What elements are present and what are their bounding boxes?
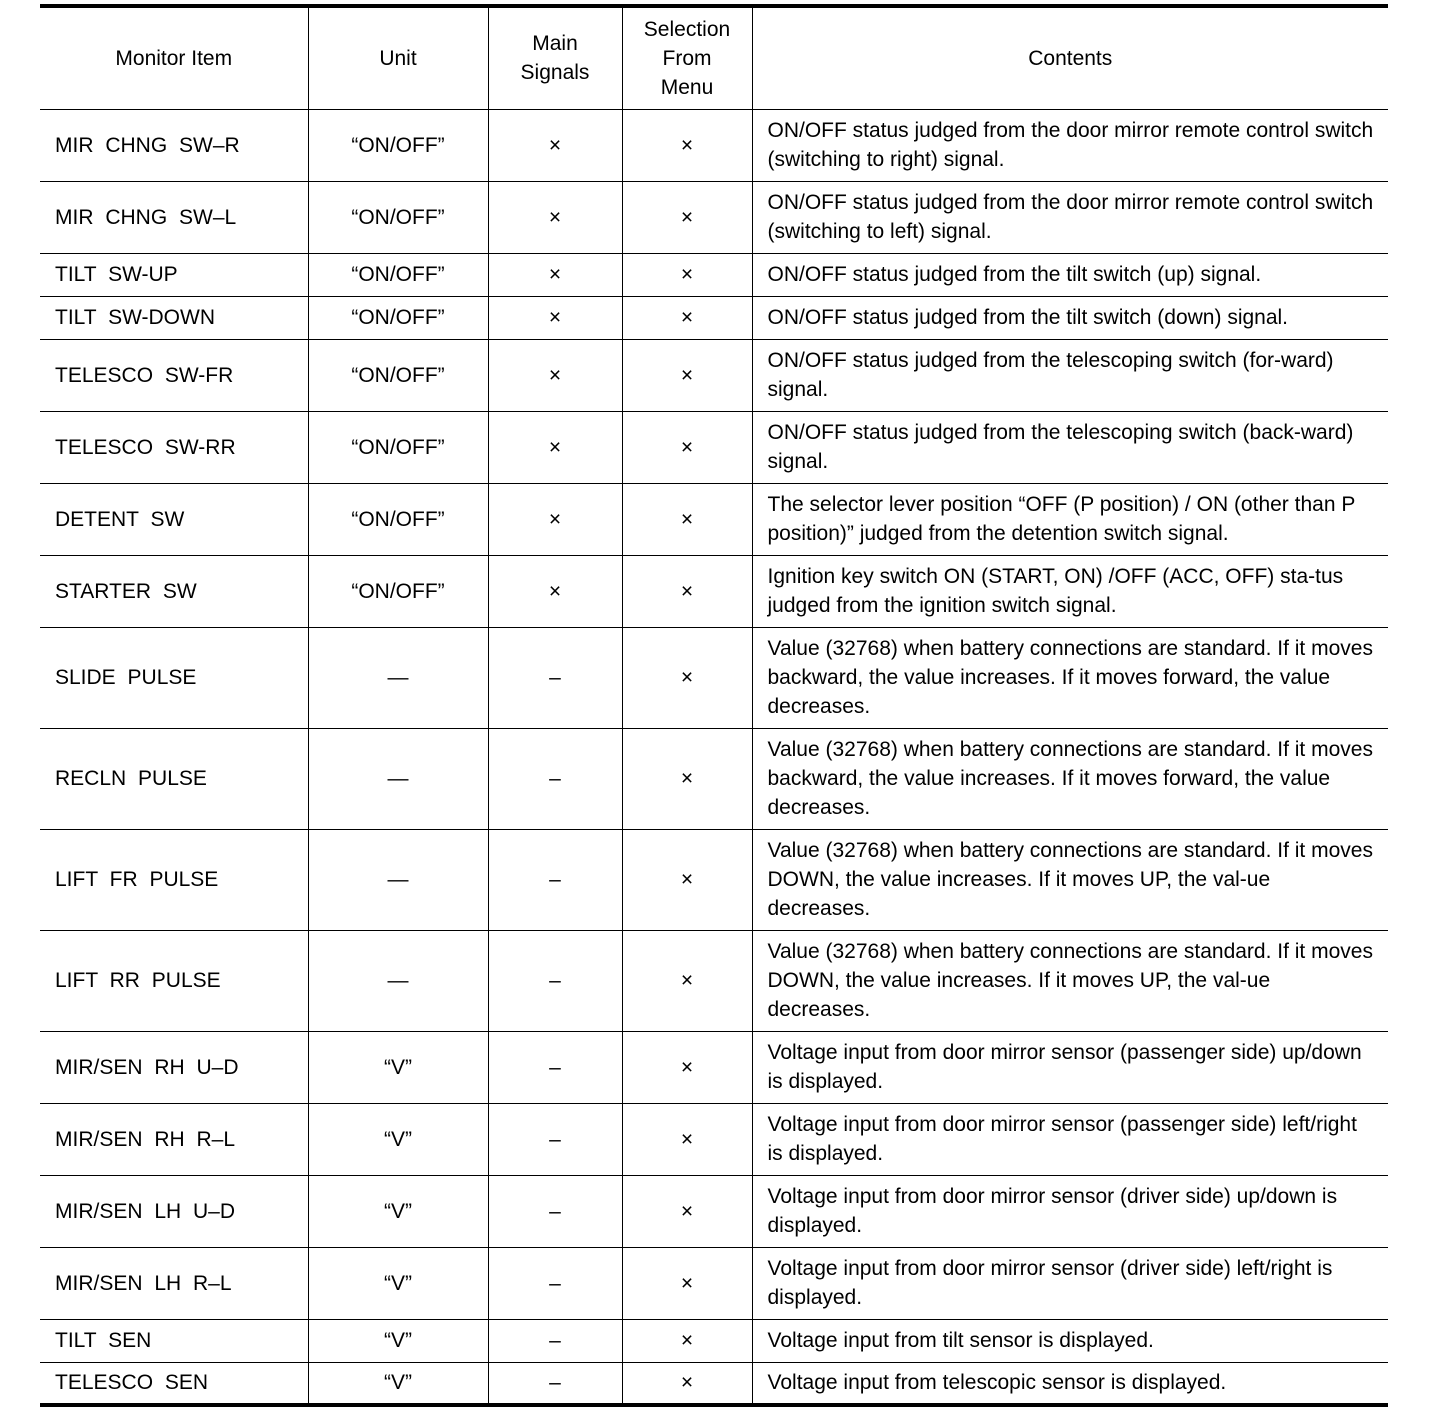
contents-cell: Voltage input from tilt sensor is displayed. <box>752 1319 1388 1362</box>
unit-cell: — <box>308 930 488 1031</box>
table-row <box>40 1031 1388 1103</box>
contents-cell: Value (32768) when battery connections are standard. If it moves backward, the value increases. If it moves forward, the value decreases. <box>752 728 1388 829</box>
main-signals-cell: × <box>488 296 622 339</box>
unit-cell: “ON/OFF” <box>308 109 488 181</box>
unit-cell: “ON/OFF” <box>308 555 488 627</box>
table-row <box>40 1175 1388 1247</box>
selection-from-menu-cell: × <box>622 555 752 627</box>
unit-cell: “V” <box>308 1362 488 1405</box>
monitor-item-cell: TELESCO SW-FR <box>40 339 308 411</box>
selection-from-menu-cell: × <box>622 411 752 483</box>
monitor-item-cell: MIR/SEN LH R–L <box>40 1247 308 1319</box>
contents-cell: Voltage input from door mirror sensor (passenger side) up/down is displayed. <box>752 1031 1388 1103</box>
selection-from-menu-cell: × <box>622 1175 752 1247</box>
main-signals-cell: × <box>488 339 622 411</box>
monitor-item-cell: TILT SW-DOWN <box>40 296 308 339</box>
table-row <box>40 411 1388 483</box>
contents-cell: The selector lever position “OFF (P position) / ON (other than P position)” judged from the detention switch signal. <box>752 483 1388 555</box>
selection-from-menu-cell: × <box>622 483 752 555</box>
table-body <box>40 109 1388 1405</box>
table-row <box>40 483 1388 555</box>
table-row <box>40 930 1388 1031</box>
table-row <box>40 181 1388 253</box>
main-signals-cell: – <box>488 930 622 1031</box>
table-row <box>40 253 1388 296</box>
table-row <box>40 1247 1388 1319</box>
monitor-item-cell: MIR CHNG SW–R <box>40 109 308 181</box>
contents-cell: Value (32768) when battery connections are standard. If it moves backward, the value increases. If it moves forward, the value decreases. <box>752 627 1388 728</box>
selection-from-menu-cell: × <box>622 829 752 930</box>
contents-cell: Value (32768) when battery connections are standard. If it moves DOWN, the value increases. If it moves UP, the val-ue decreases. <box>752 829 1388 930</box>
header-selection-from-menu: Selection From Menu <box>622 6 752 109</box>
monitor-item-cell: LIFT RR PULSE <box>40 930 308 1031</box>
selection-from-menu-cell: × <box>622 930 752 1031</box>
table-row <box>40 728 1388 829</box>
table-row <box>40 109 1388 181</box>
main-signals-cell: × <box>488 109 622 181</box>
contents-cell: ON/OFF status judged from the door mirror remote control switch (switching to left) signal. <box>752 181 1388 253</box>
contents-cell: Voltage input from telescopic sensor is displayed. <box>767 1371 1227 1395</box>
selection-from-menu-cell: × <box>622 253 752 296</box>
monitor-item-cell: TELESCO SW-RR <box>40 411 308 483</box>
unit-cell: “ON/OFF” <box>308 339 488 411</box>
table-row <box>40 555 1388 627</box>
selection-from-menu-cell: × <box>622 1031 752 1103</box>
selection-from-menu-cell: × <box>622 1362 752 1405</box>
main-signals-cell: × <box>488 181 622 253</box>
unit-cell: “V” <box>308 1031 488 1103</box>
main-signals-cell: – <box>488 627 622 728</box>
main-signals-cell: – <box>488 1362 622 1405</box>
table-row <box>40 1103 1388 1175</box>
table-row <box>40 296 1388 339</box>
monitor-item-cell: SLIDE PULSE <box>40 627 308 728</box>
contents-cell: ON/OFF status judged from the telescoping switch (back-ward) signal. <box>752 411 1388 483</box>
header-row <box>40 6 1388 109</box>
header-unit: Unit <box>308 6 488 109</box>
selection-from-menu-cell: × <box>622 1247 752 1319</box>
selection-from-menu-cell: × <box>622 339 752 411</box>
selection-from-menu-cell: × <box>622 1103 752 1175</box>
header-monitor-item: Monitor Item <box>40 6 308 109</box>
table-row <box>40 339 1388 411</box>
selection-from-menu-cell: × <box>622 181 752 253</box>
selection-from-menu-cell: × <box>622 728 752 829</box>
unit-cell: — <box>308 627 488 728</box>
main-signals-cell: – <box>488 829 622 930</box>
unit-cell: — <box>308 829 488 930</box>
main-signals-cell: × <box>488 555 622 627</box>
unit-cell: “ON/OFF” <box>308 411 488 483</box>
contents-cell: Value (32768) when battery connections are standard. If it moves DOWN, the value increases. If it moves UP, the val-ue decreases. <box>752 930 1388 1031</box>
unit-cell: — <box>308 728 488 829</box>
contents-cell: Voltage input from door mirror sensor (driver side) up/down is displayed. <box>752 1175 1388 1247</box>
monitor-item-cell: LIFT FR PULSE <box>40 829 308 930</box>
table-row <box>40 829 1388 930</box>
header-main-signals: Main Signals <box>488 6 622 109</box>
monitor-item-cell: MIR/SEN LH U–D <box>40 1175 308 1247</box>
selection-from-menu-cell: × <box>622 296 752 339</box>
main-signals-cell: × <box>488 483 622 555</box>
contents-cell: ON/OFF status judged from the telescoping switch (for-ward) signal. <box>752 339 1388 411</box>
monitor-item-cell: TELESCO SEN <box>40 1362 308 1405</box>
unit-cell: “V” <box>308 1103 488 1175</box>
main-signals-cell: – <box>488 728 622 829</box>
unit-cell: “ON/OFF” <box>308 296 488 339</box>
main-signals-cell: × <box>488 411 622 483</box>
table-row <box>40 1362 1388 1405</box>
monitor-item-cell: MIR/SEN RH R–L <box>40 1103 308 1175</box>
selection-from-menu-cell: × <box>622 627 752 728</box>
selection-from-menu-cell: × <box>622 1319 752 1362</box>
unit-cell: “V” <box>308 1175 488 1247</box>
monitor-item-cell: MIR/SEN RH U–D <box>40 1031 308 1103</box>
main-signals-cell: – <box>488 1103 622 1175</box>
main-signals-cell: – <box>488 1319 622 1362</box>
unit-cell: “ON/OFF” <box>308 181 488 253</box>
contents-cell: ON/OFF status judged from the door mirror remote control switch (switching to right) signal. <box>752 109 1388 181</box>
selection-from-menu-cell: × <box>622 109 752 181</box>
table-row <box>40 1319 1388 1362</box>
main-signals-cell: – <box>488 1175 622 1247</box>
contents-cell: Ignition key switch ON (START, ON) /OFF (ACC, OFF) sta-tus judged from the ignition switch signal. <box>752 555 1388 627</box>
main-signals-cell: × <box>488 253 622 296</box>
monitor-item-cell: TILT SEN <box>40 1319 308 1362</box>
main-signals-cell: – <box>488 1031 622 1103</box>
monitor-item-cell: STARTER SW <box>40 555 308 627</box>
table-row <box>40 627 1388 728</box>
unit-cell: “ON/OFF” <box>308 253 488 296</box>
monitor-item-table <box>40 4 1388 1407</box>
monitor-item-cell: MIR CHNG SW–L <box>40 181 308 253</box>
unit-cell: “V” <box>308 1247 488 1319</box>
unit-cell: “ON/OFF” <box>308 483 488 555</box>
monitor-item-cell: RECLN PULSE <box>40 728 308 829</box>
header-contents: Contents <box>752 6 1388 109</box>
contents-cell: ON/OFF status judged from the tilt switch (down) signal. <box>752 296 1388 339</box>
contents-cell: Voltage input from door mirror sensor (passenger side) left/right is displayed. <box>752 1103 1388 1175</box>
monitor-item-cell: DETENT SW <box>40 483 308 555</box>
contents-cell: Voltage input from door mirror sensor (driver side) left/right is displayed. <box>752 1247 1388 1319</box>
contents-cell: ON/OFF status judged from the tilt switch (up) signal. <box>752 253 1388 296</box>
main-signals-cell: – <box>488 1247 622 1319</box>
unit-cell: “V” <box>308 1319 488 1362</box>
monitor-item-cell: TILT SW-UP <box>40 253 308 296</box>
